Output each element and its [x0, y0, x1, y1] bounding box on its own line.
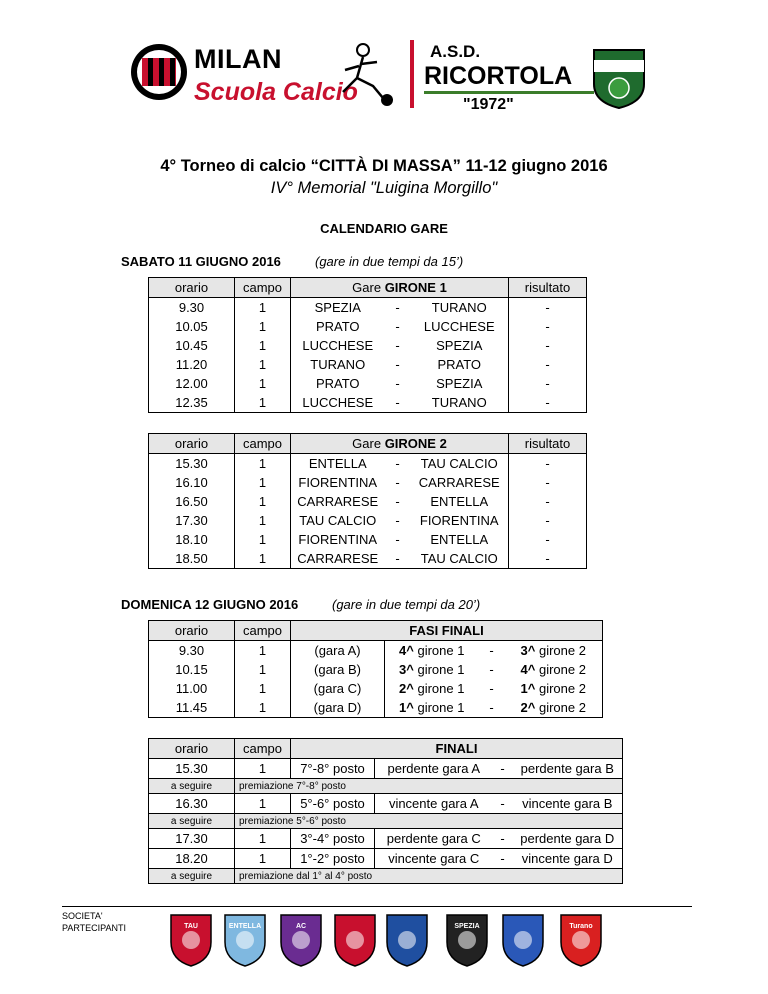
- table-row: [149, 549, 587, 569]
- cell-away: [505, 698, 603, 718]
- cell-home: CARRARESE: [291, 549, 385, 569]
- ricortola-title: RICORTOLA: [424, 62, 573, 90]
- girone2-table: [148, 433, 587, 569]
- cell-field: 1: [235, 549, 291, 569]
- cell-result: -: [509, 317, 587, 336]
- calendar-heading: CALENDARIO GARE: [320, 221, 448, 236]
- fasi-finali-table: [148, 620, 603, 718]
- cell-field: 1: [235, 679, 291, 698]
- svg-text:ENTELLA: ENTELLA: [228, 923, 262, 930]
- header-logos: [118, 28, 608, 118]
- cell-time: 9.30: [149, 298, 235, 318]
- cell-field: 1: [235, 849, 291, 869]
- cell-time: 18.10: [149, 530, 235, 549]
- cell-result: -: [509, 492, 587, 511]
- away-position: 3^: [520, 643, 536, 658]
- cell-home: CARRARESE: [291, 492, 385, 511]
- cell-away: vincente gara D: [513, 849, 623, 869]
- cell-field: 1: [235, 355, 291, 374]
- cell-field: 1: [235, 660, 291, 679]
- home-position: 2^: [399, 681, 414, 696]
- cell-home: FIORENTINA: [291, 530, 385, 549]
- cell-home: TURANO: [291, 355, 385, 374]
- away-position: 2^: [520, 700, 536, 715]
- cell-result: -: [509, 511, 587, 530]
- away-position: 1^: [520, 681, 536, 696]
- table-row: [149, 794, 623, 814]
- home-group: girone 1: [413, 662, 465, 677]
- table-row: [149, 814, 623, 829]
- cell-time: 9.30: [149, 641, 235, 661]
- cell-time: 18.50: [149, 549, 235, 569]
- away-group: girone 2: [535, 643, 586, 658]
- cell-home: perdente gara C: [375, 829, 493, 849]
- cell-time: 10.05: [149, 317, 235, 336]
- svg-text:TAU: TAU: [184, 923, 198, 930]
- cell-field: 1: [235, 511, 291, 530]
- cell-sep: -: [395, 300, 400, 315]
- col-orario: orario: [149, 621, 235, 641]
- cell-sep: -: [395, 456, 400, 471]
- cell-game: (gara B): [291, 660, 385, 679]
- col-campo: campo: [235, 434, 291, 454]
- cell-result: -: [509, 393, 587, 413]
- cell-time: 18.20: [149, 849, 235, 869]
- cell-home: ENTELLA: [291, 454, 385, 474]
- cell-sep: -: [395, 338, 400, 353]
- cell-sep: -: [489, 662, 494, 677]
- cell-time: 11.00: [149, 679, 235, 698]
- finali-table: [148, 738, 623, 884]
- table-header: [149, 434, 587, 454]
- cell-premiazione: premiazione dal 1° al 4° posto: [235, 869, 623, 884]
- table-row: [149, 473, 587, 492]
- cell-away: [505, 641, 603, 661]
- cell-result: -: [509, 454, 587, 474]
- asd-label: A.S.D.: [430, 42, 481, 61]
- cell-sep: -: [395, 357, 400, 372]
- cell-sep: -: [479, 698, 505, 718]
- svg-text:AC: AC: [295, 923, 307, 930]
- table-row: [149, 336, 587, 355]
- col-campo: campo: [235, 278, 291, 298]
- turano-crest-icon: [558, 912, 604, 968]
- cell-away: ENTELLA: [411, 492, 509, 511]
- milan-subtitle: Scuola Calcio: [194, 78, 358, 106]
- cell-home: vincente gara C: [375, 849, 493, 869]
- cell-field: 1: [235, 374, 291, 393]
- cell-home: PRATO: [291, 374, 385, 393]
- player-icon: [333, 42, 401, 108]
- cell-field: 1: [235, 454, 291, 474]
- page-subtitle: IV° Memorial "Luigina Morgillo": [270, 179, 498, 197]
- home-position: 3^: [399, 662, 414, 677]
- cell-sep: -: [385, 549, 411, 569]
- cell-result: -: [509, 549, 587, 569]
- cell-home: LUCCHESE: [291, 393, 385, 413]
- table-row: [149, 849, 623, 869]
- table-header: [149, 278, 587, 298]
- lucchese-crest-icon: [332, 912, 378, 968]
- table-row: [149, 641, 603, 661]
- cell-sep: -: [395, 319, 400, 334]
- svg-text:SPEZIA: SPEZIA: [454, 923, 480, 930]
- cell-home: vincente gara A: [375, 794, 493, 814]
- cell-sep: -: [395, 532, 400, 547]
- cell-field: 1: [235, 317, 291, 336]
- carrarese-crest-icon: [384, 912, 430, 968]
- cell-time: 12.00: [149, 374, 235, 393]
- cell-field: 1: [235, 530, 291, 549]
- cell-field: 1: [235, 759, 291, 779]
- home-position: 1^: [399, 700, 414, 715]
- col-risultato: risultato: [509, 278, 587, 298]
- cell-time: 15.30: [149, 454, 235, 474]
- col-campo: campo: [235, 739, 291, 759]
- cell-place: 1°-2° posto: [291, 849, 375, 869]
- cell-field: 1: [235, 641, 291, 661]
- cell-home: LUCCHESE: [291, 336, 385, 355]
- cell-away: perdente gara B: [513, 759, 623, 779]
- cell-time: 11.45: [149, 698, 235, 718]
- cell-sep: -: [489, 643, 494, 658]
- saturday-label: SABATO 11 GIUGNO 2016: [121, 254, 281, 269]
- cell-game: (gara D): [291, 698, 385, 718]
- cell-home: [385, 641, 479, 661]
- cell-field: 1: [235, 829, 291, 849]
- entella-crest-icon: [222, 912, 268, 968]
- page-title: 4° Torneo di calcio “CITTÀ DI MASSA” 11-12 giugno 2016: [160, 157, 608, 175]
- cell-field: 1: [235, 492, 291, 511]
- table-header: [149, 739, 623, 759]
- fiorentina-crest-icon: [278, 912, 324, 968]
- cell-place: 3°-4° posto: [291, 829, 375, 849]
- table-row: [149, 679, 603, 698]
- cell-away: [505, 660, 603, 679]
- milan-title: MILAN: [194, 44, 282, 74]
- cell-field: 1: [235, 298, 291, 318]
- cell-home: [385, 698, 479, 718]
- cell-field: 1: [235, 473, 291, 492]
- cell-result: -: [509, 530, 587, 549]
- ricortola-year: "1972": [463, 96, 514, 113]
- cell-sep: -: [493, 849, 513, 869]
- cell-place: 7°-8° posto: [291, 759, 375, 779]
- col-campo: campo: [235, 621, 291, 641]
- sunday-note: (gare in due tempi da 20’): [332, 597, 481, 612]
- cell-place: 5°-6° posto: [291, 794, 375, 814]
- saturday-note: (gare in due tempi da 15’): [315, 254, 464, 269]
- cell-field: 1: [235, 393, 291, 413]
- away-group: girone 2: [535, 700, 586, 715]
- cell-away: CARRARESE: [411, 473, 509, 492]
- cell-away: ENTELLA: [411, 530, 509, 549]
- cell-time: 10.45: [149, 336, 235, 355]
- table-row: [149, 530, 587, 549]
- cell-home: SPEZIA: [291, 298, 385, 318]
- cell-away: PRATO: [411, 355, 509, 374]
- milan-badge-icon: [130, 40, 188, 104]
- col-gare: Gare GIRONE 2: [291, 434, 509, 454]
- cell-time: 10.15: [149, 660, 235, 679]
- away-group: girone 2: [535, 681, 586, 696]
- cell-away: [505, 679, 603, 698]
- table-row: [149, 317, 587, 336]
- cell-field: 1: [235, 336, 291, 355]
- cell-time: 17.30: [149, 829, 235, 849]
- cell-away: TURANO: [411, 298, 509, 318]
- cell-result: -: [509, 298, 587, 318]
- cell-sep: -: [493, 759, 513, 779]
- home-position: 4^: [399, 643, 414, 658]
- table-row: [149, 454, 587, 474]
- finali-heading: FINALI: [291, 739, 623, 759]
- cell-seguire: a seguire: [149, 779, 235, 794]
- away-position: 4^: [520, 662, 536, 677]
- cell-away: SPEZIA: [411, 336, 509, 355]
- cell-home: [385, 679, 479, 698]
- home-group: girone 1: [413, 681, 465, 696]
- cell-away: LUCCHESE: [411, 317, 509, 336]
- cell-result: -: [509, 336, 587, 355]
- cell-sep: -: [385, 393, 411, 413]
- table-row: [149, 869, 623, 884]
- cell-away: vincente gara B: [513, 794, 623, 814]
- cell-field: 1: [235, 698, 291, 718]
- cell-result: -: [509, 473, 587, 492]
- table-row: [149, 492, 587, 511]
- girone1-table: [148, 277, 587, 413]
- home-group: girone 1: [413, 643, 465, 658]
- col-gare: Gare GIRONE 1: [291, 278, 509, 298]
- tau-crest-icon: [168, 912, 214, 968]
- cell-time: 16.10: [149, 473, 235, 492]
- cell-game: (gara C): [291, 679, 385, 698]
- cell-premiazione: premiazione 5°-6° posto: [235, 814, 623, 829]
- cell-time: 12.35: [149, 393, 235, 413]
- cell-home: TAU CALCIO: [291, 511, 385, 530]
- col-risultato: risultato: [509, 434, 587, 454]
- cell-sep: -: [395, 513, 400, 528]
- cell-result: -: [509, 355, 587, 374]
- footer-divider: [62, 906, 692, 907]
- table-row: [149, 374, 587, 393]
- table-row: [149, 298, 587, 318]
- cell-away: perdente gara D: [513, 829, 623, 849]
- table-row: [149, 393, 587, 413]
- prato-crest-icon: [500, 912, 546, 968]
- home-group: girone 1: [413, 700, 465, 715]
- cell-away: TAU CALCIO: [411, 454, 509, 474]
- table-row: [149, 759, 623, 779]
- table-header: [149, 621, 603, 641]
- cell-away: TAU CALCIO: [411, 549, 509, 569]
- cell-away: TURANO: [411, 393, 509, 413]
- col-orario: orario: [149, 278, 235, 298]
- cell-sep: -: [493, 829, 513, 849]
- cell-sep: -: [395, 475, 400, 490]
- cell-time: 17.30: [149, 511, 235, 530]
- footer-label-line2: PARTECIPANTI: [62, 923, 127, 933]
- spezia-crest-icon: [444, 912, 490, 968]
- cell-home: perdente gara A: [375, 759, 493, 779]
- table-row: [149, 511, 587, 530]
- table-row: [149, 779, 623, 794]
- table-row: [149, 698, 603, 718]
- cell-away: FIORENTINA: [411, 511, 509, 530]
- cell-home: PRATO: [291, 317, 385, 336]
- cell-away: SPEZIA: [411, 374, 509, 393]
- away-group: girone 2: [535, 662, 586, 677]
- table-row: [149, 829, 623, 849]
- col-orario: orario: [149, 434, 235, 454]
- cell-seguire: a seguire: [149, 814, 235, 829]
- cell-sep: -: [493, 794, 513, 814]
- sunday-label: DOMENICA 12 GIUGNO 2016: [121, 597, 299, 612]
- cell-result: -: [509, 374, 587, 393]
- cell-time: 16.30: [149, 794, 235, 814]
- cell-sep: -: [395, 376, 400, 391]
- cell-sep: -: [489, 681, 494, 696]
- cell-home: [385, 660, 479, 679]
- cell-time: 15.30: [149, 759, 235, 779]
- ricortola-underline: [424, 91, 594, 94]
- cell-sep: -: [395, 494, 400, 509]
- table-row: [149, 355, 587, 374]
- header-divider: [410, 40, 414, 108]
- cell-time: 11.20: [149, 355, 235, 374]
- cell-game: (gara A): [291, 641, 385, 661]
- cell-field: 1: [235, 794, 291, 814]
- svg-text:Turano: Turano: [569, 923, 593, 930]
- footer-label-line1: SOCIETA': [62, 911, 103, 921]
- fasi-heading: FASI FINALI: [291, 621, 603, 641]
- cell-seguire: a seguire: [149, 869, 235, 884]
- col-orario: orario: [149, 739, 235, 759]
- ricortola-badge-icon: [588, 44, 650, 110]
- footer-label: [62, 910, 126, 934]
- cell-premiazione: premiazione 7°-8° posto: [235, 779, 623, 794]
- cell-time: 16.50: [149, 492, 235, 511]
- cell-home: FIORENTINA: [291, 473, 385, 492]
- table-row: [149, 660, 603, 679]
